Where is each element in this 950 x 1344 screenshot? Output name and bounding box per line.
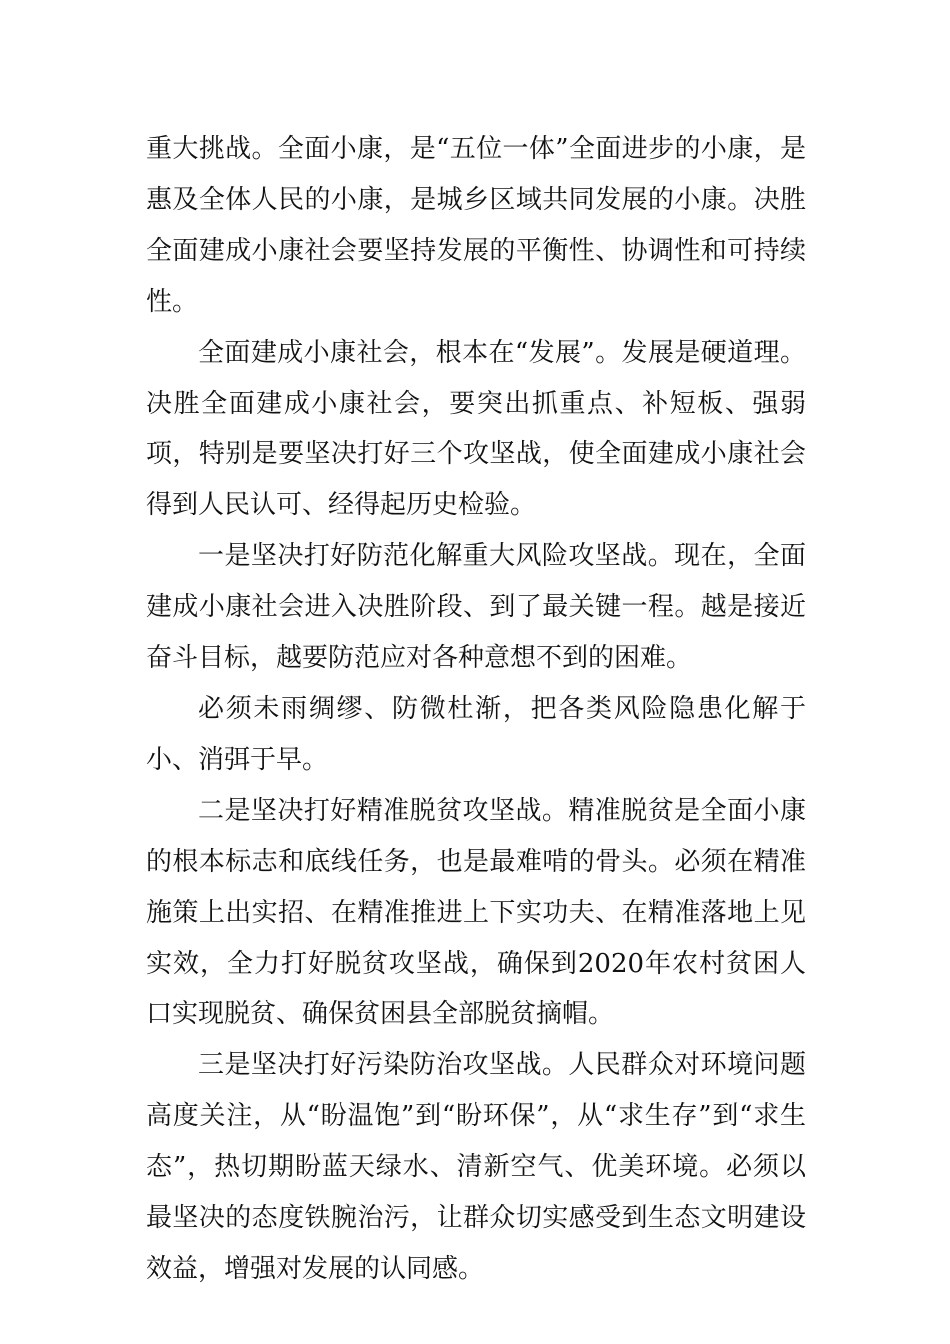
paragraph-risk-mitigation: 必须未雨绸缪、防微杜渐，把各类风险隐患化解于小、消弭于早。 — [146, 693, 806, 775]
paragraph-continued: 重大挑战。全面小康，是“五位一体”全面进步的小康，是惠及全体人民的小康，是城乡区域共同发展的小康。决胜全面建成小康社会要坚持发展的平衡性、协调性和可持续性。 — [146, 134, 806, 317]
paragraph-pollution-control: 三是坚决打好污染防治攻坚战。人民群众对环境问题高度关注，从“盼温饱”到“盼环保”，从“求生存”到“求生态”，热切期盼蓝天绿水、清新空气、优美环境。必须以最坚决的态度铁腕治污，让群众切实感受到生态文明建设效益，增强对发展的认同感。 — [146, 1050, 806, 1284]
paragraph-risk-prevention: 一是坚决打好防范化解重大风险攻坚战。现在，全面建成小康社会进入决胜阶段、到了最关键一程。越是接近奋斗目标，越要防范应对各种意想不到的困难。 — [146, 541, 806, 674]
paragraph-poverty-alleviation: 二是坚决打好精准脱贫攻坚战。精准脱贫是全面小康的根本标志和底线任务，也是最难啃的骨头。必须在精准施策上出实招、在精准推进上下实功夫、在精准落地上见实效，全力打好脱贫攻坚战，确保到2020年农村贫困人口实现脱贫、确保贫困县全部脱贫摘帽。 — [146, 795, 806, 1030]
document-body — [146, 124, 806, 1295]
paragraph-development: 全面建成小康社会，根本在“发展”。发展是硬道理。决胜全面建成小康社会，要突出抓重点、补短板、强弱项，特别是要坚决打好三个攻坚战，使全面建成小康社会得到人民认可、经得起历史检验。 — [146, 337, 806, 521]
